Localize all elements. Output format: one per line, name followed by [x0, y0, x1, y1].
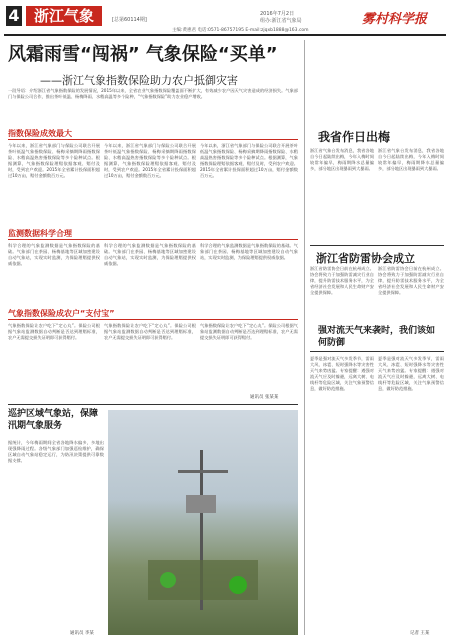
page-number: 4 [6, 6, 22, 26]
article-col-8: 气象指数保险让农户吃下“定心丸”。保险公司根据气象站监测数据自动判断是否达到理赔标准，农户无需提交损失证明即可获得赔付。 [104, 323, 196, 340]
right-article-3a: 夏季是强对流天气多发季节，雷雨大风、冰雹、短时强降水等灾害性天气来势凶猛。专家提醒：遇强对流天气应及时躲避，远离大树、电线杆等危险区域，关注气象预警信息，做好防范措施。 [310, 356, 374, 391]
right-article-2b: 浙江省防雷协会日前在杭州成立。协会将致力于加强防雷减灾行业自律，提升防雷技术服务水平，为全省经济社会发展和人民生命财产安全提供保障。 [378, 266, 444, 295]
sub-headline: ——浙江气象指数保险助力农户抵御灾害 [40, 74, 238, 87]
article-col-5: 科学合理的气象监测数据是气象指数保险的基础。气象部门在茶园、杨梅基地等区域加密建设自动气象站，实现实时监测，为保险理赔提供权威依据。 [104, 243, 196, 266]
byline-3: 记者 王某 [410, 631, 430, 636]
article-col-9: 气象指数保险让农户吃下“定心丸”。保险公司根据气象站监测数据自动判断是否达到理赔标准，农户无需提交损失证明即可获得赔付。 [200, 323, 298, 340]
article-col-4: 科学合理的气象监测数据是气象指数保险的基础。气象部门在茶园、杨梅基地等区域加密建设自动气象站，实现实时监测，为保险理赔提供权威依据。 [8, 243, 100, 266]
section-title-7: 强对流天气来袭时，我们该如何防御 [318, 326, 436, 348]
masthead-logo: 雾村科学报 [362, 12, 428, 27]
section-title-4: 巡护区域气象站，保障汛期气象服务 [8, 409, 99, 431]
article-col-6: 科学合理的气象监测数据是气象指数保险的基础。气象部门在茶园、杨梅基地等区域加密建设自动气象站，实现实时监测，为保险理赔提供权威依据。 [200, 243, 298, 260]
section-title-5: 我省作日出梅 [318, 130, 391, 144]
article-col-10: 据统计，今年梅雨期间全省各地降水偏多，多地出现强降雨过程。各级气象部门加强巡检维护，确保区域自动气象站稳定运行，为防汛决策提供可靠数据支撑。 [8, 440, 104, 463]
station-photo [108, 410, 298, 635]
issue-number: [总第60114期] [112, 17, 147, 23]
section-title-1: 指数保险成效最大 [8, 129, 72, 138]
main-headline: 风霜雨雪“闯祸” 气象保险“买单” [8, 44, 278, 65]
article-col-1: 今年以来，浙江省气象部门与保险公司联合开展茶叶低温气象指数保险、杨梅采摘期降雨指数保险、水稻高温热害指数保险等多个险种试点。根据测算，气象指数保险理赔依据客观、赔付及时，受到农户欢迎。2015年全省累计投保面积超过10万亩，赔付金额数百万元。 [8, 143, 100, 178]
section-name: 浙江气象 [26, 6, 102, 26]
article-col-2: 今年以来，浙江省气象部门与保险公司联合开展茶叶低温气象指数保险、杨梅采摘期降雨指数保险、水稻高温热害指数保险等多个险种试点。根据测算，气象指数保险理赔依据客观、赔付及时，受到农户欢迎。2015年全省累计投保面积超过10万亩，赔付金额数百万元。 [104, 143, 196, 178]
section-title-2: 监测数据科学合理 [8, 229, 72, 238]
right-article-1a: 浙江省气象台发布消息，我省各地自今日起陆续出梅，今年入梅时间较常年偏早，梅雨期降水总量偏多，部分地区出现暴雨到大暴雨。 [310, 148, 374, 171]
section-title-3: 气象指数保险成农户“支付宝” [8, 309, 115, 318]
header-editor: 组办:浙江省气象局 [260, 18, 302, 24]
lead-paragraph: 一段导语：介绍浙江省气象指数保险的发展情况，2015年以来，全省农业气象指数保险覆盖面不断扩大，有效减少农户因天气灾害造成的经济损失。气象部门与保险公司合作，推出茶叶低温、杨梅降雨、水稻高温等多个险种，“气象指数保险”助力农业稳产增收。 [8, 88, 298, 99]
section-title-6: 浙江省防雷协会成立 [316, 252, 415, 265]
right-article-1b: 浙江省气象台发布消息，我省各地自今日起陆续出梅，今年入梅时间较常年偏早，梅雨期降水总量偏多，部分地区出现暴雨到大暴雨。 [378, 148, 444, 171]
article-col-3: 今年以来，浙江省气象部门与保险公司联合开展茶叶低温气象指数保险、杨梅采摘期降雨指数保险、水稻高温热害指数保险等多个险种试点。根据测算，气象指数保险理赔依据客观、赔付及时，受到农户欢迎。2015年全省累计投保面积超过10万亩，赔付金额数百万元。 [200, 143, 298, 178]
byline-1: 通讯员 张某某 [250, 395, 279, 400]
header-contact: 主编:黄惠君 电话:0571-86757195 E-mail:zjqxb1888@163.com [172, 28, 309, 33]
article-col-7: 气象指数保险让农户吃下“定心丸”。保险公司根据气象站监测数据自动判断是否达到理赔标准，农户无需提交损失证明即可获得赔付。 [8, 323, 100, 340]
right-article-2a: 浙江省防雷协会日前在杭州成立。协会将致力于加强防雷减灾行业自律，提升防雷技术服务水平，为全省经济社会发展和人民生命财产安全提供保障。 [310, 266, 374, 295]
byline-2: 通讯员 李某 [70, 631, 94, 636]
right-article-3b: 夏季是强对流天气多发季节，雷雨大风、冰雹、短时强降水等灾害性天气来势凶猛。专家提醒：遇强对流天气应及时躲避，远离大树、电线杆等危险区域，关注气象预警信息，做好防范措施。 [378, 356, 444, 391]
header-date: 2016年7月2日 [260, 11, 295, 17]
